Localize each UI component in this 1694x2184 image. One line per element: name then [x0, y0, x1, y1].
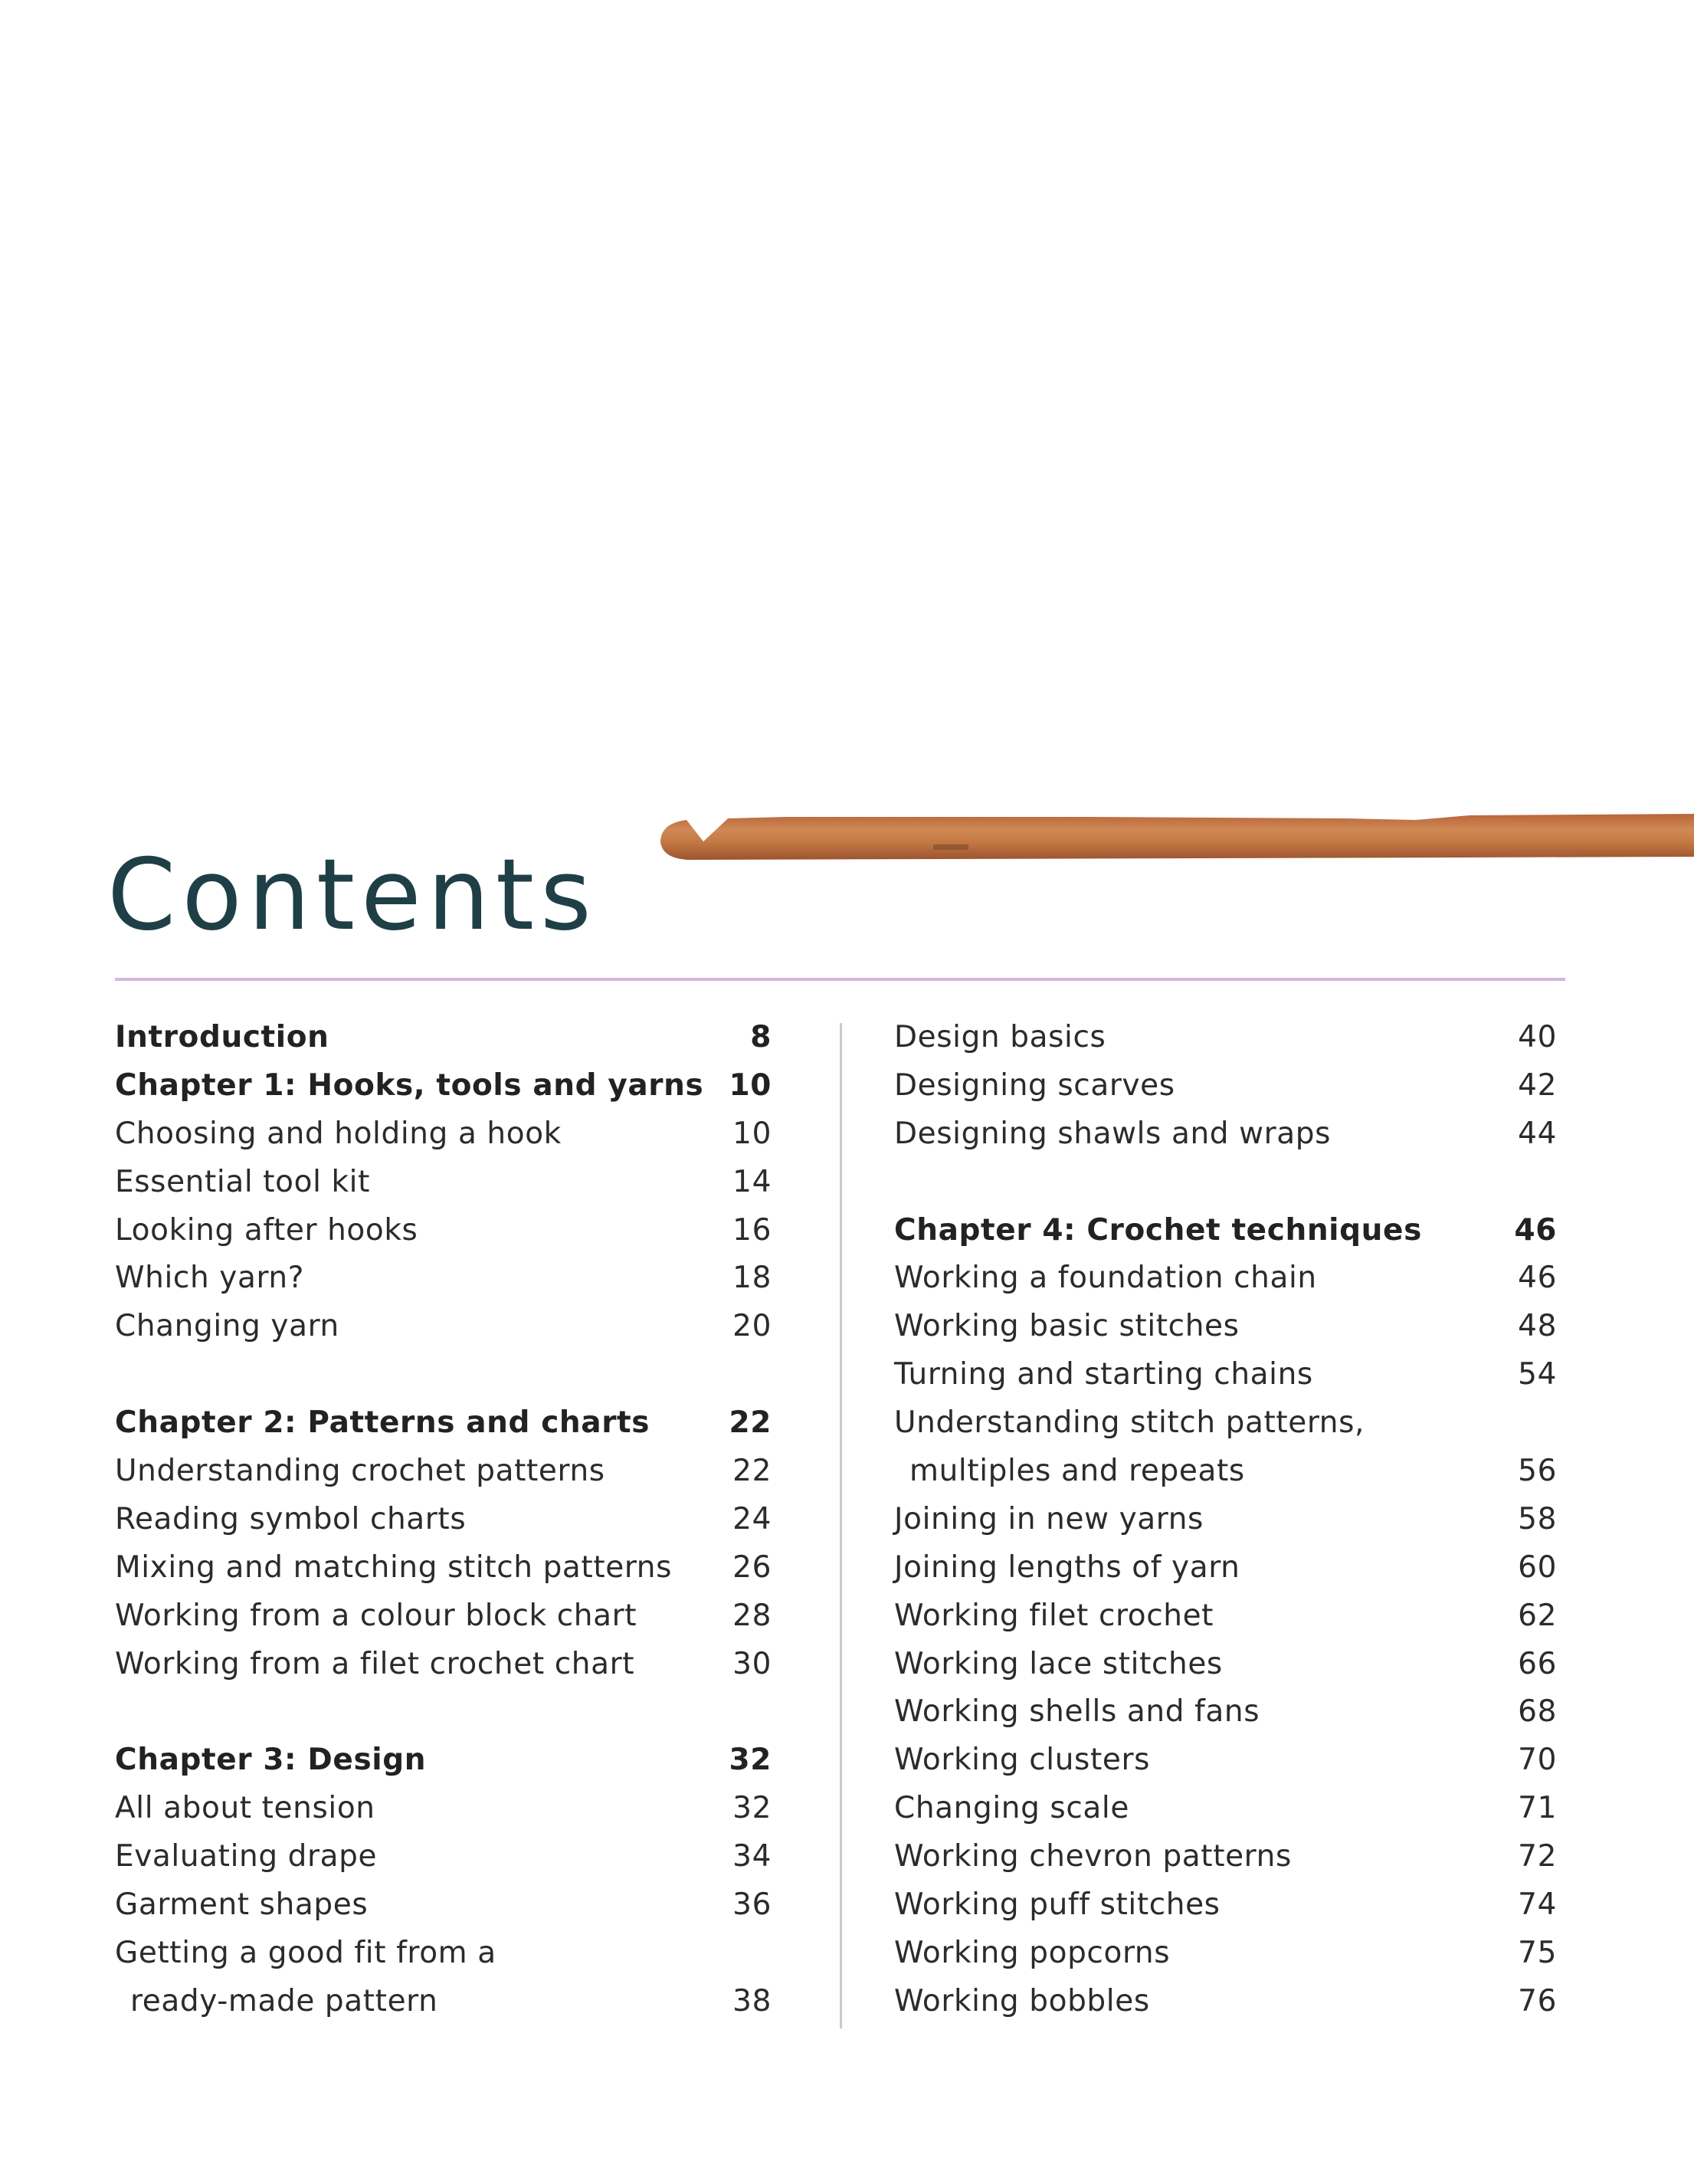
toc-entry-title: Working popcorns [894, 1935, 1171, 1970]
toc-entry[interactable] [115, 1448, 772, 1496]
page-title: Contents [107, 838, 598, 953]
toc-entry-title: Working a foundation chain [894, 1261, 1317, 1296]
toc-entry-title: All about tension [115, 1791, 375, 1826]
toc-entry[interactable] [894, 1351, 1557, 1399]
toc-entry-title: Working filet crochet [894, 1598, 1214, 1633]
toc-entry[interactable] [115, 1544, 772, 1592]
toc-entry[interactable] [894, 1399, 1557, 1448]
toc-entry[interactable] [115, 1833, 772, 1881]
toc-page-number: 28 [732, 1598, 772, 1633]
toc-entry-title: Working from a colour block chart [115, 1598, 637, 1633]
toc-page-number: 32 [732, 1791, 772, 1826]
toc-chapter-entry[interactable] [115, 1062, 772, 1110]
toc-page-number: 30 [732, 1646, 772, 1681]
toc-spacer [894, 1159, 1557, 1207]
toc-entry[interactable] [894, 1496, 1557, 1544]
toc-entry[interactable] [894, 1062, 1557, 1110]
toc-entry-title: Working chevron patterns [894, 1839, 1292, 1874]
toc-entry[interactable] [115, 1930, 772, 1978]
toc-entry-title: Working from a filet crochet chart [115, 1646, 635, 1681]
toc-page-number: 8 [750, 1020, 772, 1054]
toc-chapter-entry[interactable] [115, 1014, 772, 1062]
toc-entry-title: Getting a good fit from a [115, 1935, 496, 1970]
toc-page-number: 22 [732, 1454, 772, 1489]
toc-entry-title: Evaluating drape [115, 1839, 378, 1874]
toc-entry-title: Choosing and holding a hook [115, 1116, 562, 1151]
toc-entry[interactable] [894, 1254, 1557, 1303]
toc-entry-title: Changing scale [894, 1791, 1129, 1826]
toc-entry[interactable] [115, 1110, 772, 1159]
toc-chapter-entry[interactable] [894, 1207, 1557, 1255]
toc-page-number: 32 [729, 1743, 772, 1778]
title-divider-rule [115, 978, 1565, 981]
toc-right-column [894, 1014, 1557, 2026]
toc-entry-title: Working lace stitches [894, 1646, 1223, 1681]
toc-page-number: 58 [1518, 1501, 1557, 1536]
toc-chapter-entry[interactable] [115, 1736, 772, 1785]
toc-left-column [115, 1014, 772, 2026]
toc-page-number: 42 [1518, 1067, 1557, 1103]
toc-spacer [115, 1688, 772, 1736]
toc-page-number: 76 [1518, 1983, 1557, 2018]
toc-page-number: 75 [1518, 1935, 1557, 1970]
toc-entry[interactable] [894, 1641, 1557, 1689]
toc-entry[interactable] [115, 1881, 772, 1930]
toc-entry[interactable] [894, 1544, 1557, 1592]
toc-page-number: 71 [1518, 1791, 1557, 1826]
toc-page-number: 46 [1518, 1261, 1557, 1296]
toc-entry-title: Working bobbles [894, 1983, 1150, 2018]
crochet-hook-image [657, 806, 1694, 867]
column-divider [840, 1023, 842, 2028]
toc-entry[interactable] [894, 1978, 1557, 2026]
toc-entry-title: Garment shapes [115, 1887, 369, 1923]
toc-page-number: 36 [732, 1887, 772, 1923]
toc-entry-title: Changing yarn [115, 1309, 339, 1344]
toc-entry-title: Chapter 1: Hooks, tools and yarns [115, 1067, 704, 1103]
toc-page-number: 62 [1518, 1598, 1557, 1633]
toc-entry[interactable] [115, 1254, 772, 1303]
toc-entry[interactable] [894, 1303, 1557, 1351]
toc-page-number: 18 [732, 1261, 772, 1296]
toc-entry-title: Joining lengths of yarn [894, 1549, 1240, 1585]
toc-entry-title: Chapter 2: Patterns and charts [115, 1405, 650, 1441]
toc-entry[interactable] [894, 1930, 1557, 1978]
toc-page-number: 22 [729, 1405, 772, 1441]
toc-entry-title: Turning and starting chains [894, 1357, 1313, 1392]
toc-entry-title: Working clusters [894, 1743, 1151, 1778]
toc-page-number: 10 [729, 1067, 772, 1103]
toc-entry[interactable] [894, 1833, 1557, 1881]
toc-entry[interactable] [894, 1688, 1557, 1736]
toc-entry[interactable] [894, 1014, 1557, 1062]
toc-page-number: 26 [732, 1549, 772, 1585]
toc-entry-title: Essential tool kit [115, 1164, 371, 1199]
toc-entry-title: Design basics [894, 1020, 1106, 1054]
toc-entry[interactable] [115, 1496, 772, 1544]
toc-page-number: 54 [1518, 1357, 1557, 1392]
toc-page-number: 56 [1518, 1454, 1557, 1489]
toc-entry[interactable] [115, 1303, 772, 1351]
toc-entry-title: Working puff stitches [894, 1887, 1221, 1923]
toc-entry-title: Which yarn? [115, 1261, 305, 1296]
toc-page-number: 38 [732, 1983, 772, 2018]
toc-entry-title: Chapter 4: Crochet techniques [894, 1212, 1422, 1248]
toc-entry-title: Chapter 3: Design [115, 1743, 427, 1778]
toc-entry-title: Working shells and fans [894, 1694, 1260, 1730]
toc-entry[interactable] [115, 1641, 772, 1689]
toc-chapter-entry[interactable] [115, 1399, 772, 1448]
toc-page-number: 44 [1518, 1116, 1557, 1151]
toc-entry-title: Joining in new yarns [894, 1501, 1204, 1536]
toc-entry-title: Understanding crochet patterns [115, 1454, 605, 1489]
toc-page-number: 68 [1518, 1694, 1557, 1730]
toc-entry-title: Working basic stitches [894, 1309, 1240, 1344]
toc-page-number: 70 [1518, 1743, 1557, 1778]
toc-entry-title: Mixing and matching stitch patterns [115, 1549, 672, 1585]
toc-entry-title: Designing scarves [894, 1067, 1175, 1103]
toc-page-number: 48 [1518, 1309, 1557, 1344]
toc-entry-title: Understanding stitch patterns, [894, 1405, 1365, 1441]
toc-entry-title: Introduction [115, 1020, 329, 1054]
toc-entry[interactable] [115, 1978, 772, 2026]
toc-entry-title: ready-made pattern [130, 1983, 438, 2018]
toc-page-number: 40 [1518, 1020, 1557, 1054]
toc-spacer [115, 1351, 772, 1399]
toc-page-number: 24 [732, 1501, 772, 1536]
toc-entry-title: multiples and repeats [909, 1454, 1245, 1489]
toc-page-number: 66 [1518, 1646, 1557, 1681]
toc-entry[interactable] [115, 1785, 772, 1833]
toc-page-number: 34 [732, 1839, 772, 1874]
toc-page-number: 74 [1518, 1887, 1557, 1923]
toc-page-number: 72 [1518, 1839, 1557, 1874]
toc-entry-title: Reading symbol charts [115, 1501, 467, 1536]
toc-page-number: 10 [732, 1116, 772, 1151]
toc-page-number: 16 [732, 1212, 772, 1248]
toc-entry[interactable] [894, 1592, 1557, 1641]
toc-entry-title: Designing shawls and wraps [894, 1116, 1332, 1151]
toc-entry[interactable] [894, 1736, 1557, 1785]
toc-page-number: 14 [732, 1164, 772, 1199]
toc-entry[interactable] [894, 1785, 1557, 1833]
toc-entry[interactable] [894, 1881, 1557, 1930]
toc-page-number: 60 [1518, 1549, 1557, 1585]
toc-entry[interactable] [115, 1207, 772, 1255]
toc-page-number: 46 [1514, 1212, 1557, 1248]
toc-entry[interactable] [115, 1592, 772, 1641]
toc-entry[interactable] [894, 1448, 1557, 1496]
toc-entry-title: Looking after hooks [115, 1212, 418, 1248]
toc-entry[interactable] [894, 1110, 1557, 1159]
toc-page-number: 20 [732, 1309, 772, 1344]
toc-entry[interactable] [115, 1159, 772, 1207]
